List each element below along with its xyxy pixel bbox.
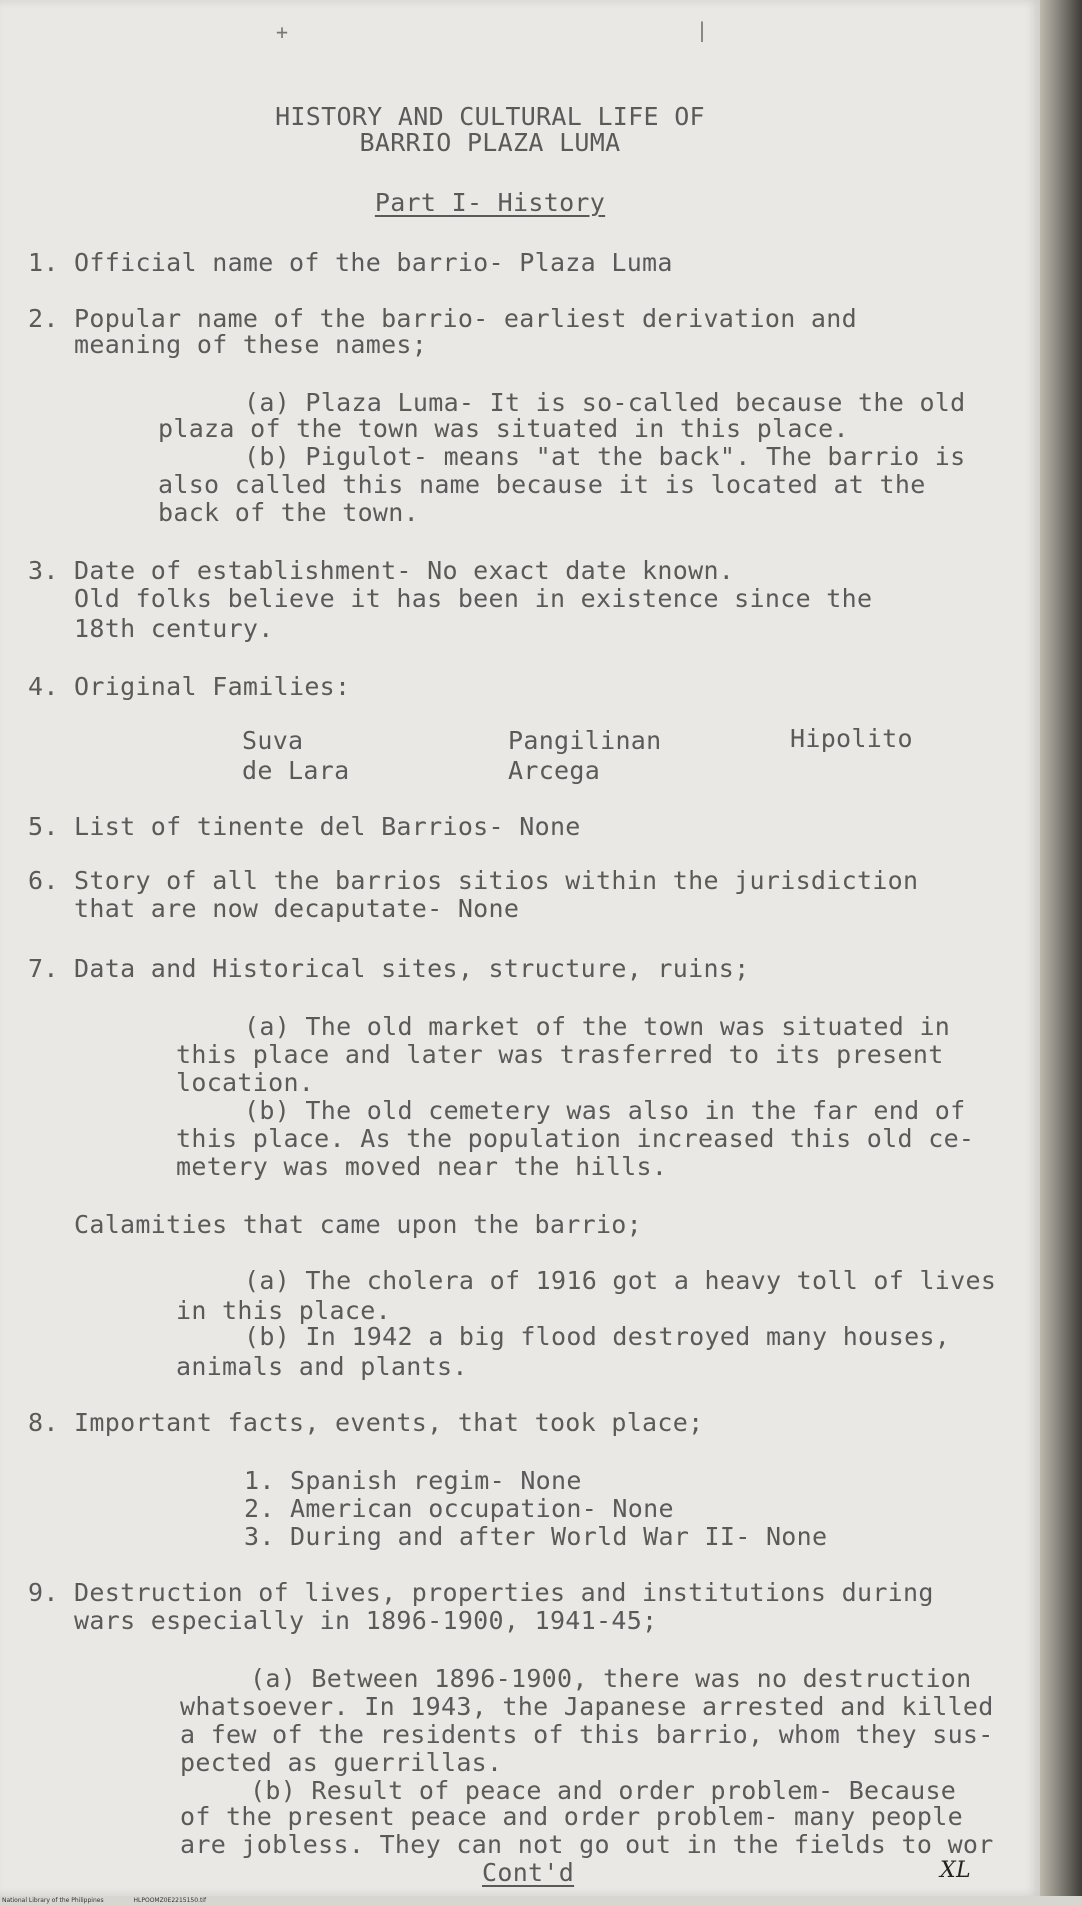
item-5: 5. List of tinente del Barrios- None [28,812,581,841]
item-8-sub-1: 1. Spanish regim- None [244,1466,582,1495]
item-7-b-line-2: this place. As the population increased this old ce- [176,1124,975,1153]
item-3-line-2: Old folks believe it has been in existence since the [28,584,873,613]
item-4: 4. Original Families: [28,672,351,701]
handwritten-initials: XL [940,1858,971,1883]
title-line-1: HISTORY AND CULTURAL LIFE OF [275,102,705,131]
item-8: 8. Important facts, events, that took place; [28,1408,704,1437]
item-3-line-3: 18th century. [28,614,274,643]
item-2-a-line-2: plaza of the town was situated in this place. [158,414,849,443]
item-2-b-line-1: (b) Pigulot- means "at the back". The barrio is [244,442,966,471]
staple-mark: | [696,18,709,42]
item-2-b-line-2: also called this name because it is located at the [158,470,926,499]
item-7-b-line-3: metery was moved near the hills. [176,1152,668,1181]
item-9-line-2: wars especially in 1896-1900, 1941-45; [28,1606,658,1635]
title-line-2: BARRIO PLAZA LUMA [359,128,621,157]
item-7: 7. Data and Historical sites, structure, ruins; [28,954,750,983]
item-6-line-1: 6. Story of all the barrios sitios within the jurisdiction [28,866,919,895]
item-7-a-line-1: (a) The old market of the town was situated in [244,1012,951,1041]
item-9-line-1: 9. Destruction of lives, properties and institutions during [28,1578,934,1607]
item-6-line-2: that are now decaputate- None [28,894,520,923]
calamity-b-line-2: animals and plants. [176,1352,468,1381]
calamities-heading: Calamities that came upon the barrio; [74,1210,642,1239]
part-heading: Part I- History [374,188,606,217]
item-2-line-1: 2. Popular name of the barrio- earliest derivation and [28,304,857,333]
item-7-a-line-2: this place and later was trasferred to its present [176,1040,944,1069]
item-9-a-line-3: a few of the residents of this barrio, whom they sus- [180,1720,994,1749]
staple-mark: + [276,20,289,44]
file-id: HLPOOMZ0E2215150.tif [133,1897,207,1904]
family-name: de Lara [242,756,350,785]
item-9-b-line-2: of the present peace and order problem- many people [180,1802,963,1831]
item-8-sub-3: 3. During and after World War II- None [244,1522,828,1551]
family-name: Arcega [508,756,601,785]
item-9-b-line-3: are jobless. They can not go out in the fields to wor [180,1830,994,1859]
item-1: 1. Official name of the barrio- Plaza Luma [28,248,673,277]
item-9-a-line-2: whatsoever. In 1943, the Japanese arrested and killed [180,1692,994,1721]
item-7-a-line-3: location. [176,1068,315,1097]
item-8-sub-2: 2. American occupation- None [244,1494,674,1523]
item-9-b-line-1: (b) Result of peace and order problem- Because [250,1776,957,1805]
book-spine [1040,0,1082,1896]
item-3-line-1: 3. Date of establishment- No exact date known. [28,556,735,585]
item-2-b-line-3: back of the town. [158,498,419,527]
library-credit: National Library of the Philippines [2,1897,104,1904]
family-name: Suva [242,726,304,755]
calamity-a-line-2: in this place. [176,1296,391,1325]
item-2-a-line-1: (a) Plaza Luma- It is so-called because the old [244,388,966,417]
family-name: Hipolito [790,724,913,753]
item-9-a-line-1: (a) Between 1896-1900, there was no destruction [250,1664,972,1693]
item-9-a-line-4: pected as guerrillas. [180,1748,503,1777]
calamity-b-line-1: (b) In 1942 a big flood destroyed many houses, [244,1322,951,1351]
item-7-b-line-1: (b) The old cemetery was also in the far end of [244,1096,966,1125]
continued-label: Cont'd [482,1858,575,1887]
calamity-a-line-1: (a) The cholera of 1916 got a heavy toll of lives [244,1266,997,1295]
family-name: Pangilinan [508,726,662,755]
item-2-line-2: meaning of these names; [28,330,428,359]
scan-footer [0,1896,1082,1906]
